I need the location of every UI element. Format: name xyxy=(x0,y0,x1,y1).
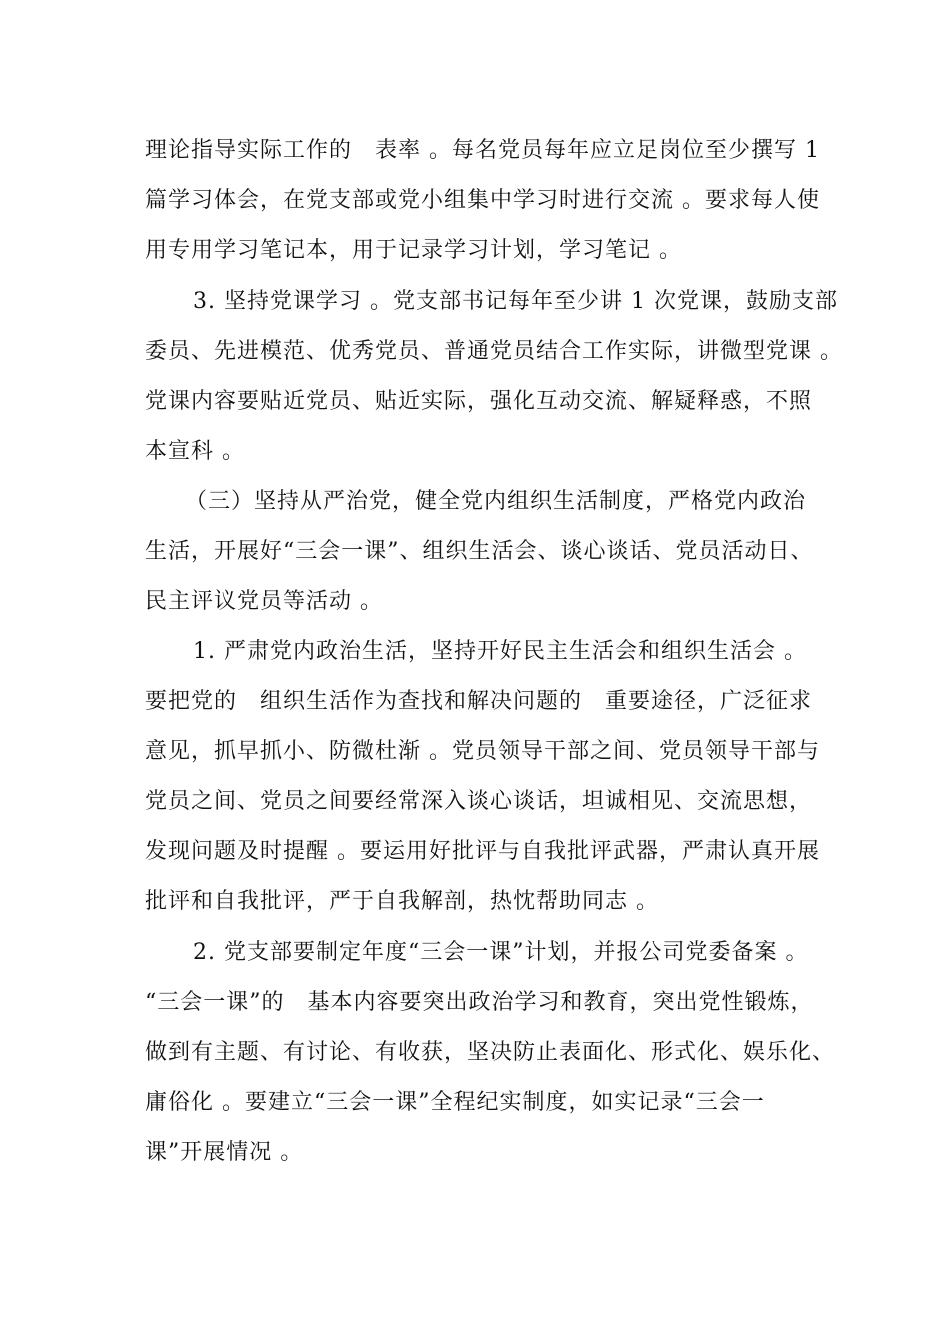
text-line: “三会一课”的 基本内容要突出政治学习和教育，突出党性锻炼， xyxy=(145,990,814,1015)
text-line: 课”开展情况 。 xyxy=(145,1140,304,1165)
text-line: 民主评议党员等活动 。 xyxy=(145,589,383,614)
text-line: 2. 党支部要制定年度“三会一课”计划，并报公司党委备案 。 xyxy=(193,940,809,965)
text-line: 本宣科 。 xyxy=(145,439,245,464)
text-line: 理论指导实际工作的 表率 。每名党员每年应立足岗位至少撰写 1 xyxy=(145,138,820,163)
text-line: 用专用学习笔记本，用于记录学习计划，学习笔记 。 xyxy=(145,238,682,263)
text-line: 党课内容要贴近党员、贴近实际，强化互动交流、解疑释惑，不照 xyxy=(145,389,813,414)
text-line: 1. 严肃党内政治生活，坚持开好民主生活会和组织生活会 。 xyxy=(193,639,807,664)
text-line: 篇学习体会，在党支部或党小组集中学习时进行交流 。要求每人使 xyxy=(145,188,820,213)
text-line: （三）坚持从严治党，健全党内组织生活制度，严格党内政治 xyxy=(185,489,807,514)
text-line: 要把党的 组织生活作为查找和解决问题的 重要途径，广泛征求 xyxy=(145,689,813,714)
text-line: 3. 坚持党课学习 。党支部书记每年至少讲 1 次党课，鼓励支部 xyxy=(193,289,838,314)
text-line: 意见，抓早抓小、防微杜渐 。党员领导干部之间、党员领导干部与 xyxy=(145,739,820,764)
text-line: 发现问题及时提醒 。要运用好批评与自我批评武器，严肃认真开展 xyxy=(145,839,820,864)
text-line: 生活，开展好“三会一课”、组织生活会、谈心谈话、党员活动日、 xyxy=(145,539,814,564)
text-line: 做到有主题、有讨论、有收获，坚决防止表面化、形式化、娱乐化、 xyxy=(145,1040,836,1065)
text-line: 委员、先进模范、优秀党员、普通党员结合工作实际，讲微型党课 。 xyxy=(145,339,843,364)
text-line: 庸俗化 。要建立“三会一课”全程纪实制度，如实记录“三会一 xyxy=(145,1090,765,1115)
text-line: 党员之间、党员之间要经常深入谈心谈话，坦诚相见、交流思想， xyxy=(145,789,813,814)
text-line: 批评和自我批评，严于自我解剖，热忱帮助同志 。 xyxy=(145,889,659,914)
